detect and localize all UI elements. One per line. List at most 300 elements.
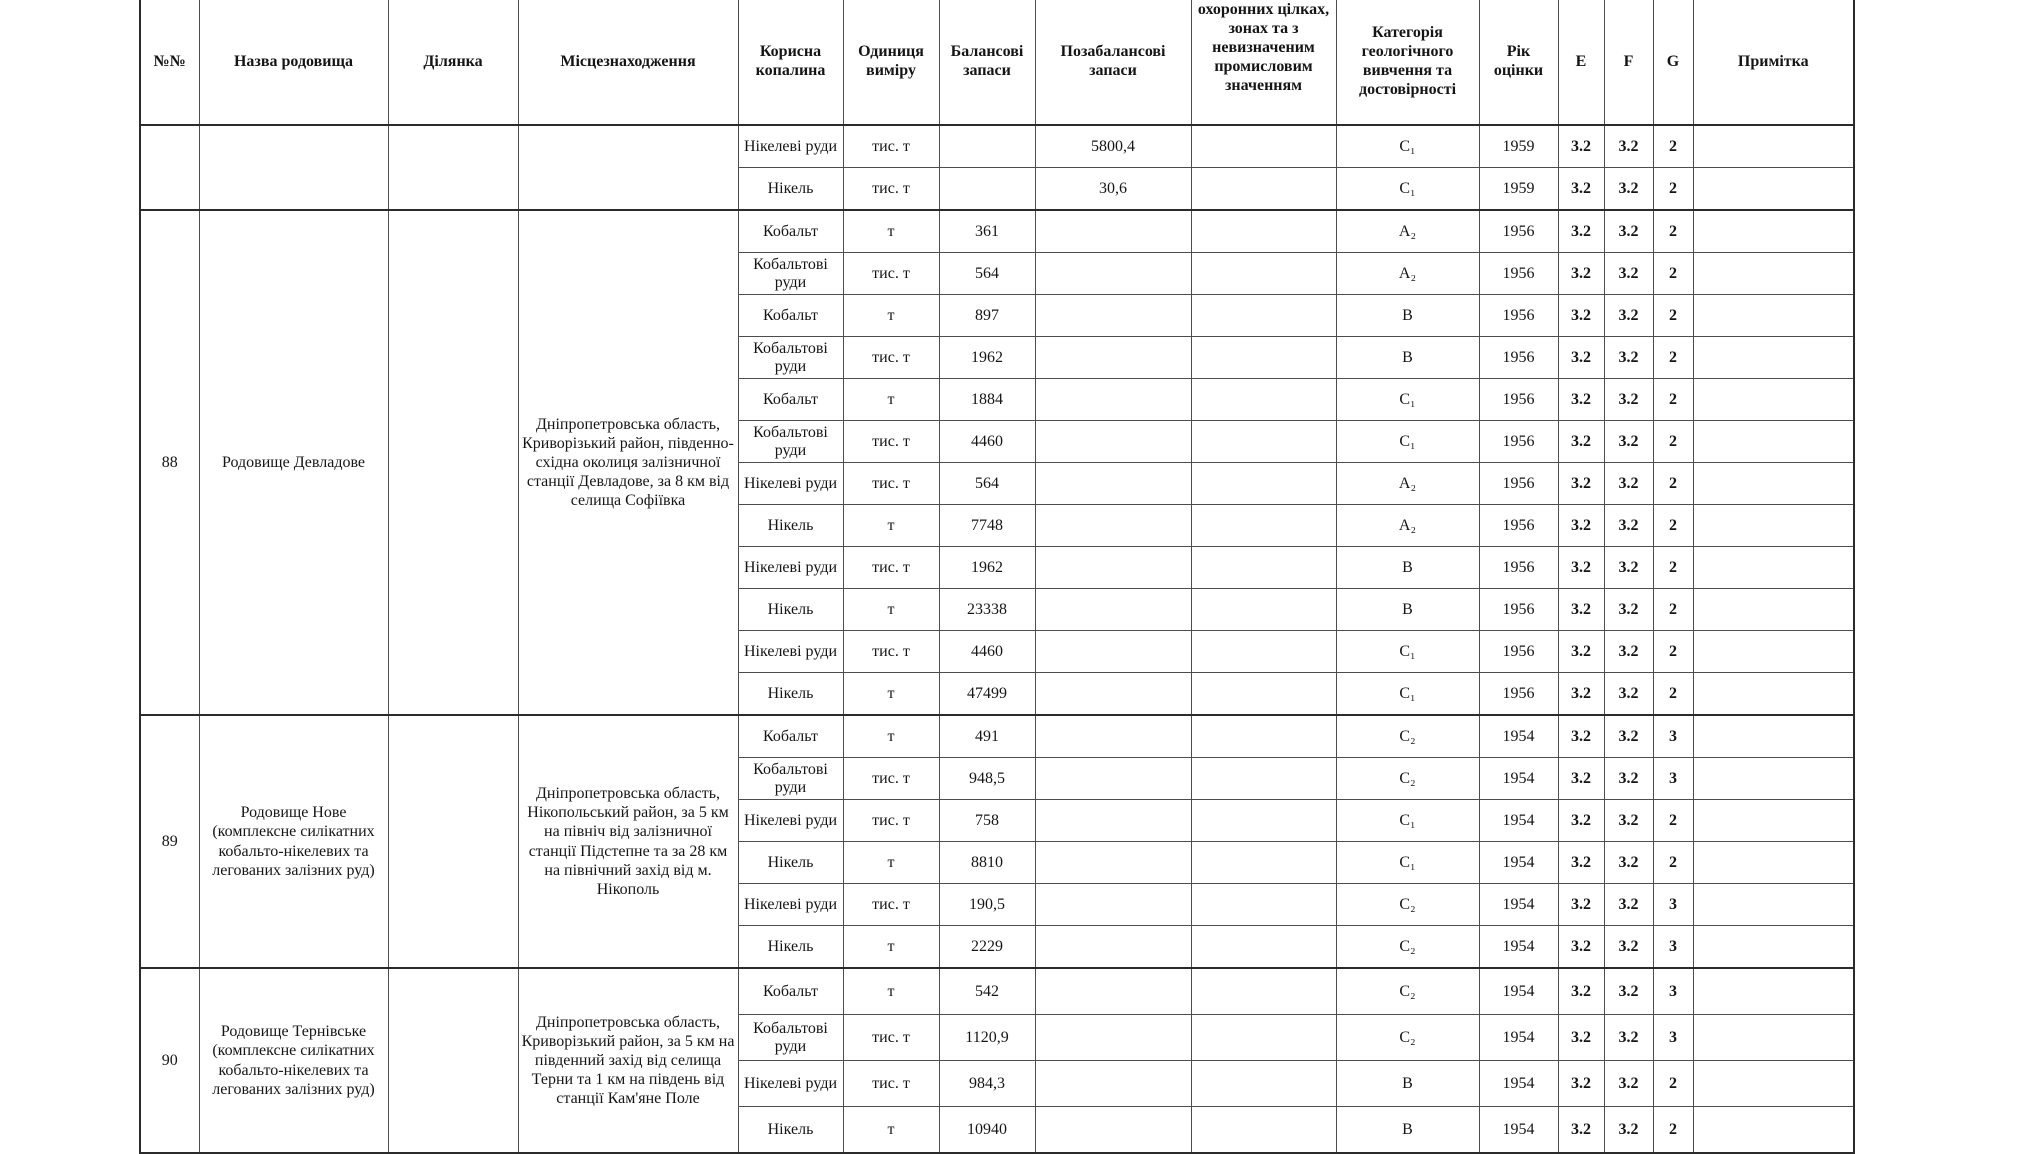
deposit-number: 90 <box>140 968 199 1153</box>
cell-mineral: Кобальт <box>738 210 843 253</box>
cell-f: 3.2 <box>1604 547 1653 589</box>
cell-year: 1959 <box>1479 168 1558 211</box>
cell-year: 1956 <box>1479 421 1558 463</box>
cell-offbalance <box>1035 505 1191 547</box>
cell-year: 1954 <box>1479 715 1558 758</box>
deposit-name: Родовище Тернівське (комплексне силікатних кобальто-нікелевих та легованих залізних руд) <box>199 968 388 1153</box>
cell-year: 1956 <box>1479 253 1558 295</box>
table-row <box>140 125 1854 168</box>
cell-mineral: Кобальт <box>738 379 843 421</box>
cell-mineral: Нікелеві руди <box>738 631 843 673</box>
cell-unit: т <box>843 968 939 1015</box>
cell-offbalance <box>1035 1015 1191 1061</box>
deposit-plot <box>388 968 518 1153</box>
cell-balance: 10940 <box>939 1107 1035 1154</box>
cell-protected <box>1191 125 1336 168</box>
cell-protected <box>1191 926 1336 969</box>
cell-offbalance <box>1035 421 1191 463</box>
cell-category: A₂ <box>1336 253 1479 295</box>
deposit-number <box>140 125 199 210</box>
cell-unit: тис. т <box>843 168 939 211</box>
column-header-g: G <box>1653 0 1693 125</box>
cell-mineral: Нікель <box>738 589 843 631</box>
cell-e: 3.2 <box>1558 926 1604 969</box>
cell-protected <box>1191 421 1336 463</box>
cell-unit: тис. т <box>843 547 939 589</box>
cell-unit: т <box>843 673 939 716</box>
cell-year: 1954 <box>1479 1107 1558 1154</box>
deposit-number: 89 <box>140 715 199 968</box>
cell-year: 1956 <box>1479 210 1558 253</box>
cell-e: 3.2 <box>1558 505 1604 547</box>
cell-year: 1954 <box>1479 884 1558 926</box>
cell-g: 2 <box>1653 421 1693 463</box>
cell-f: 3.2 <box>1604 631 1653 673</box>
cell-e: 3.2 <box>1558 589 1604 631</box>
cell-protected <box>1191 337 1336 379</box>
cell-unit: тис. т <box>843 758 939 800</box>
cell-category: A₂ <box>1336 463 1479 505</box>
cell-protected <box>1191 253 1336 295</box>
cell-unit: тис. т <box>843 884 939 926</box>
cell-unit: тис. т <box>843 1061 939 1107</box>
cell-note <box>1693 337 1854 379</box>
cell-protected <box>1191 547 1336 589</box>
deposit-name <box>199 125 388 210</box>
cell-protected <box>1191 800 1336 842</box>
cell-f: 3.2 <box>1604 463 1653 505</box>
cell-unit: тис. т <box>843 631 939 673</box>
table-row <box>140 210 1854 253</box>
cell-protected <box>1191 673 1336 716</box>
cell-year: 1954 <box>1479 1015 1558 1061</box>
cell-year: 1956 <box>1479 547 1558 589</box>
cell-unit: тис. т <box>843 421 939 463</box>
cell-f: 3.2 <box>1604 673 1653 716</box>
cell-offbalance <box>1035 1107 1191 1154</box>
cell-balance <box>939 168 1035 211</box>
cell-mineral: Нікель <box>738 168 843 211</box>
cell-balance <box>939 125 1035 168</box>
cell-g: 2 <box>1653 168 1693 211</box>
cell-e: 3.2 <box>1558 295 1604 337</box>
cell-mineral: Нікель <box>738 926 843 969</box>
cell-category: C₂ <box>1336 926 1479 969</box>
cell-year: 1954 <box>1479 926 1558 969</box>
cell-g: 2 <box>1653 673 1693 716</box>
cell-f: 3.2 <box>1604 168 1653 211</box>
cell-category: C₁ <box>1336 800 1479 842</box>
cell-f: 3.2 <box>1604 842 1653 884</box>
cell-g: 3 <box>1653 715 1693 758</box>
cell-mineral: Кобальтові руди <box>738 758 843 800</box>
cell-mineral: Кобальтові руди <box>738 1015 843 1061</box>
cell-e: 3.2 <box>1558 1107 1604 1154</box>
cell-e: 3.2 <box>1558 631 1604 673</box>
cell-balance: 948,5 <box>939 758 1035 800</box>
cell-year: 1956 <box>1479 673 1558 716</box>
deposit-plot <box>388 210 518 715</box>
cell-unit: тис. т <box>843 337 939 379</box>
cell-category: A₂ <box>1336 505 1479 547</box>
cell-protected <box>1191 715 1336 758</box>
cell-offbalance <box>1035 800 1191 842</box>
cell-e: 3.2 <box>1558 463 1604 505</box>
deposit-plot <box>388 715 518 968</box>
cell-e: 3.2 <box>1558 253 1604 295</box>
cell-e: 3.2 <box>1558 758 1604 800</box>
cell-note <box>1693 800 1854 842</box>
deposit-location: Дніпропетровська область, Криворізький район, південно-східна околиця залізничної станції Девладове, за 8 км від селища Софіївка <box>518 210 738 715</box>
cell-f: 3.2 <box>1604 926 1653 969</box>
cell-protected <box>1191 463 1336 505</box>
cell-year: 1954 <box>1479 968 1558 1015</box>
cell-protected <box>1191 379 1336 421</box>
cell-offbalance <box>1035 379 1191 421</box>
cell-mineral: Нікель <box>738 505 843 547</box>
cell-mineral: Нікелеві руди <box>738 125 843 168</box>
cell-g: 2 <box>1653 631 1693 673</box>
cell-f: 3.2 <box>1604 1061 1653 1107</box>
cell-year: 1954 <box>1479 758 1558 800</box>
cell-mineral: Кобальт <box>738 715 843 758</box>
cell-year: 1956 <box>1479 631 1558 673</box>
cell-g: 2 <box>1653 125 1693 168</box>
cell-f: 3.2 <box>1604 253 1653 295</box>
cell-mineral: Нікелеві руди <box>738 800 843 842</box>
cell-balance: 491 <box>939 715 1035 758</box>
cell-protected <box>1191 758 1336 800</box>
cell-note <box>1693 463 1854 505</box>
table-body <box>140 125 1854 1153</box>
cell-g: 2 <box>1653 547 1693 589</box>
deposit-name: Родовище Девладове <box>199 210 388 715</box>
cell-f: 3.2 <box>1604 758 1653 800</box>
cell-f: 3.2 <box>1604 1015 1653 1061</box>
cell-unit: т <box>843 842 939 884</box>
cell-protected <box>1191 842 1336 884</box>
cell-category: B <box>1336 1107 1479 1154</box>
cell-balance: 1962 <box>939 547 1035 589</box>
header-row <box>140 0 1854 125</box>
cell-mineral: Кобальтові руди <box>738 421 843 463</box>
cell-balance: 23338 <box>939 589 1035 631</box>
cell-e: 3.2 <box>1558 421 1604 463</box>
cell-protected <box>1191 1015 1336 1061</box>
cell-mineral: Нікель <box>738 842 843 884</box>
cell-g: 2 <box>1653 379 1693 421</box>
cell-category: B <box>1336 1061 1479 1107</box>
deposit-number: 88 <box>140 210 199 715</box>
cell-g: 2 <box>1653 295 1693 337</box>
cell-protected <box>1191 295 1336 337</box>
cell-note <box>1693 505 1854 547</box>
cell-f: 3.2 <box>1604 337 1653 379</box>
cell-g: 3 <box>1653 968 1693 1015</box>
table-row <box>140 715 1854 758</box>
cell-g: 2 <box>1653 463 1693 505</box>
cell-year: 1956 <box>1479 505 1558 547</box>
cell-g: 3 <box>1653 758 1693 800</box>
column-header-num: №№ <box>140 0 199 125</box>
cell-protected <box>1191 210 1336 253</box>
cell-f: 3.2 <box>1604 715 1653 758</box>
deposit-name: Родовище Нове (комплексне силікатних кобальто-нікелевих та легованих залізних руд) <box>199 715 388 968</box>
cell-balance: 190,5 <box>939 884 1035 926</box>
deposits-table <box>139 0 1855 1154</box>
cell-f: 3.2 <box>1604 968 1653 1015</box>
cell-year: 1956 <box>1479 463 1558 505</box>
cell-unit: т <box>843 295 939 337</box>
deposit-location <box>518 125 738 210</box>
cell-category: C₂ <box>1336 715 1479 758</box>
column-header-name: Назва родовища <box>199 0 388 125</box>
cell-note <box>1693 842 1854 884</box>
cell-category: C₁ <box>1336 168 1479 211</box>
cell-note <box>1693 1107 1854 1154</box>
cell-protected <box>1191 589 1336 631</box>
cell-balance: 47499 <box>939 673 1035 716</box>
cell-mineral: Нікель <box>738 673 843 716</box>
cell-note <box>1693 421 1854 463</box>
column-header-note: Примітка <box>1693 0 1854 125</box>
cell-e: 3.2 <box>1558 337 1604 379</box>
cell-offbalance <box>1035 295 1191 337</box>
cell-e: 3.2 <box>1558 842 1604 884</box>
cell-protected <box>1191 884 1336 926</box>
cell-g: 2 <box>1653 589 1693 631</box>
column-header-mineral: Корисна копалина <box>738 0 843 125</box>
cell-g: 2 <box>1653 1061 1693 1107</box>
column-header-plot: Ділянка <box>388 0 518 125</box>
cell-category: C₁ <box>1336 379 1479 421</box>
cell-offbalance <box>1035 337 1191 379</box>
cell-offbalance <box>1035 253 1191 295</box>
cell-mineral: Кобальтові руди <box>738 337 843 379</box>
cell-e: 3.2 <box>1558 210 1604 253</box>
cell-e: 3.2 <box>1558 673 1604 716</box>
cell-f: 3.2 <box>1604 295 1653 337</box>
cell-year: 1956 <box>1479 589 1558 631</box>
cell-category: C₁ <box>1336 631 1479 673</box>
cell-note <box>1693 884 1854 926</box>
cell-f: 3.2 <box>1604 210 1653 253</box>
cell-balance: 1884 <box>939 379 1035 421</box>
column-header-e: E <box>1558 0 1604 125</box>
cell-balance: 4460 <box>939 631 1035 673</box>
cell-balance: 984,3 <box>939 1061 1035 1107</box>
cell-f: 3.2 <box>1604 379 1653 421</box>
cell-year: 1954 <box>1479 1061 1558 1107</box>
cell-note <box>1693 968 1854 1015</box>
cell-g: 2 <box>1653 210 1693 253</box>
cell-unit: т <box>843 589 939 631</box>
cell-note <box>1693 379 1854 421</box>
cell-note <box>1693 1061 1854 1107</box>
cell-note <box>1693 673 1854 716</box>
cell-year: 1956 <box>1479 337 1558 379</box>
cell-offbalance <box>1035 842 1191 884</box>
cell-e: 3.2 <box>1558 715 1604 758</box>
cell-g: 2 <box>1653 337 1693 379</box>
cell-year: 1956 <box>1479 379 1558 421</box>
cell-balance: 4460 <box>939 421 1035 463</box>
column-header-balance: Балансові запаси <box>939 0 1035 125</box>
cell-category: C₂ <box>1336 968 1479 1015</box>
cell-e: 3.2 <box>1558 168 1604 211</box>
cell-balance: 564 <box>939 463 1035 505</box>
cell-e: 3.2 <box>1558 800 1604 842</box>
table-row <box>140 968 1854 1015</box>
cell-balance: 2229 <box>939 926 1035 969</box>
cell-offbalance <box>1035 1061 1191 1107</box>
cell-offbalance <box>1035 631 1191 673</box>
cell-e: 3.2 <box>1558 1061 1604 1107</box>
cell-note <box>1693 926 1854 969</box>
cell-year: 1954 <box>1479 800 1558 842</box>
cell-note <box>1693 1015 1854 1061</box>
cell-balance: 758 <box>939 800 1035 842</box>
cell-offbalance: 5800,4 <box>1035 125 1191 168</box>
cell-g: 3 <box>1653 884 1693 926</box>
column-header-offbalance: Позабалансові запаси <box>1035 0 1191 125</box>
cell-e: 3.2 <box>1558 884 1604 926</box>
cell-note <box>1693 125 1854 168</box>
cell-category: B <box>1336 337 1479 379</box>
cell-offbalance <box>1035 926 1191 969</box>
cell-year: 1956 <box>1479 295 1558 337</box>
cell-category: C₁ <box>1336 673 1479 716</box>
cell-year: 1954 <box>1479 842 1558 884</box>
cell-year: 1959 <box>1479 125 1558 168</box>
cell-unit: тис. т <box>843 125 939 168</box>
cell-balance: 1962 <box>939 337 1035 379</box>
cell-f: 3.2 <box>1604 800 1653 842</box>
deposit-location: Дніпропетровська область, Криворізький район, за 5 км на південний захід від селища Терни та 1 км на південь від станції Кам'яне Поле <box>518 968 738 1153</box>
cell-balance: 361 <box>939 210 1035 253</box>
cell-category: B <box>1336 547 1479 589</box>
column-header-unit: Одиниця виміру <box>843 0 939 125</box>
cell-offbalance <box>1035 673 1191 716</box>
cell-unit: т <box>843 379 939 421</box>
cell-protected <box>1191 1061 1336 1107</box>
column-header-protected: охоронних цілках, зонах та з невизначеним промисловим значенням <box>1191 0 1336 125</box>
cell-balance: 897 <box>939 295 1035 337</box>
cell-note <box>1693 547 1854 589</box>
cell-offbalance <box>1035 715 1191 758</box>
cell-offbalance <box>1035 589 1191 631</box>
cell-offbalance <box>1035 210 1191 253</box>
deposit-location: Дніпропетровська область, Нікопольський район, за 5 км на північ від залізничної станції Підстепне та за 28 км на північний захід від м. Нікополь <box>518 715 738 968</box>
cell-f: 3.2 <box>1604 505 1653 547</box>
cell-g: 2 <box>1653 800 1693 842</box>
cell-f: 3.2 <box>1604 1107 1653 1154</box>
cell-balance: 7748 <box>939 505 1035 547</box>
cell-e: 3.2 <box>1558 547 1604 589</box>
column-header-f: F <box>1604 0 1653 125</box>
cell-mineral: Кобальтові руди <box>738 253 843 295</box>
cell-note <box>1693 631 1854 673</box>
cell-g: 2 <box>1653 505 1693 547</box>
cell-f: 3.2 <box>1604 884 1653 926</box>
cell-note <box>1693 168 1854 211</box>
cell-g: 2 <box>1653 842 1693 884</box>
cell-category: C₁ <box>1336 842 1479 884</box>
cell-e: 3.2 <box>1558 379 1604 421</box>
cell-unit: т <box>843 926 939 969</box>
cell-offbalance <box>1035 884 1191 926</box>
cell-note <box>1693 758 1854 800</box>
cell-category: A₂ <box>1336 210 1479 253</box>
cell-note <box>1693 715 1854 758</box>
cell-category: C₁ <box>1336 125 1479 168</box>
cell-balance: 1120,9 <box>939 1015 1035 1061</box>
cell-mineral: Нікелеві руди <box>738 1061 843 1107</box>
cell-offbalance <box>1035 758 1191 800</box>
cell-category: B <box>1336 589 1479 631</box>
cell-unit: т <box>843 1107 939 1154</box>
cell-g: 3 <box>1653 926 1693 969</box>
cell-category: C₁ <box>1336 421 1479 463</box>
cell-mineral: Нікелеві руди <box>738 884 843 926</box>
cell-f: 3.2 <box>1604 125 1653 168</box>
cell-offbalance <box>1035 547 1191 589</box>
cell-e: 3.2 <box>1558 125 1604 168</box>
cell-balance: 542 <box>939 968 1035 1015</box>
cell-f: 3.2 <box>1604 421 1653 463</box>
cell-protected <box>1191 968 1336 1015</box>
deposit-plot <box>388 125 518 210</box>
cell-protected <box>1191 1107 1336 1154</box>
cell-e: 3.2 <box>1558 1015 1604 1061</box>
cell-mineral: Кобальт <box>738 968 843 1015</box>
cell-g: 3 <box>1653 1015 1693 1061</box>
cell-unit: т <box>843 505 939 547</box>
cell-protected <box>1191 505 1336 547</box>
column-header-location: Місцезнаходження <box>518 0 738 125</box>
cell-offbalance: 30,6 <box>1035 168 1191 211</box>
cell-f: 3.2 <box>1604 589 1653 631</box>
cell-g: 2 <box>1653 1107 1693 1154</box>
cell-unit: тис. т <box>843 253 939 295</box>
cell-balance: 564 <box>939 253 1035 295</box>
cell-unit: т <box>843 210 939 253</box>
cell-category: C₂ <box>1336 1015 1479 1061</box>
cell-unit: т <box>843 715 939 758</box>
cell-unit: тис. т <box>843 800 939 842</box>
cell-note <box>1693 253 1854 295</box>
cell-offbalance <box>1035 968 1191 1015</box>
cell-category: C₂ <box>1336 884 1479 926</box>
cell-mineral: Нікелеві руди <box>738 547 843 589</box>
cell-note <box>1693 210 1854 253</box>
cell-unit: тис. т <box>843 1015 939 1061</box>
cell-unit: тис. т <box>843 463 939 505</box>
column-header-year: Рік оцінки <box>1479 0 1558 125</box>
cell-protected <box>1191 631 1336 673</box>
cell-category: C₂ <box>1336 758 1479 800</box>
column-header-category: Категорія геологічного вивчення та достовірності <box>1336 0 1479 125</box>
cell-mineral: Нікелеві руди <box>738 463 843 505</box>
cell-note <box>1693 295 1854 337</box>
cell-mineral: Нікель <box>738 1107 843 1154</box>
cell-balance: 8810 <box>939 842 1035 884</box>
cell-note <box>1693 589 1854 631</box>
cell-g: 2 <box>1653 253 1693 295</box>
cell-e: 3.2 <box>1558 968 1604 1015</box>
cell-mineral: Кобальт <box>738 295 843 337</box>
cell-category: B <box>1336 295 1479 337</box>
